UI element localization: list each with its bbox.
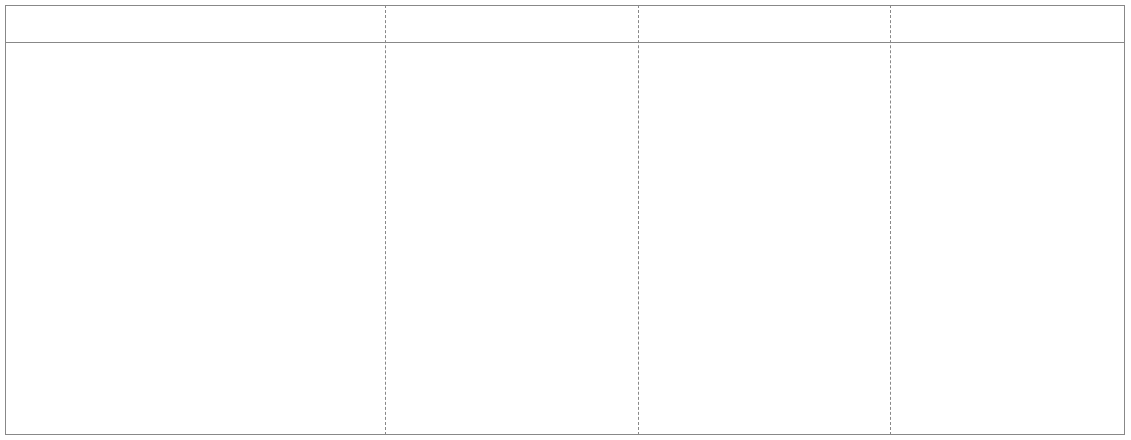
col-sep-3: [890, 5, 891, 435]
col-sep-2: [638, 5, 639, 435]
col-sep-1: [385, 5, 386, 435]
header-separator: [5, 42, 1125, 43]
report-frame: [5, 5, 1125, 435]
